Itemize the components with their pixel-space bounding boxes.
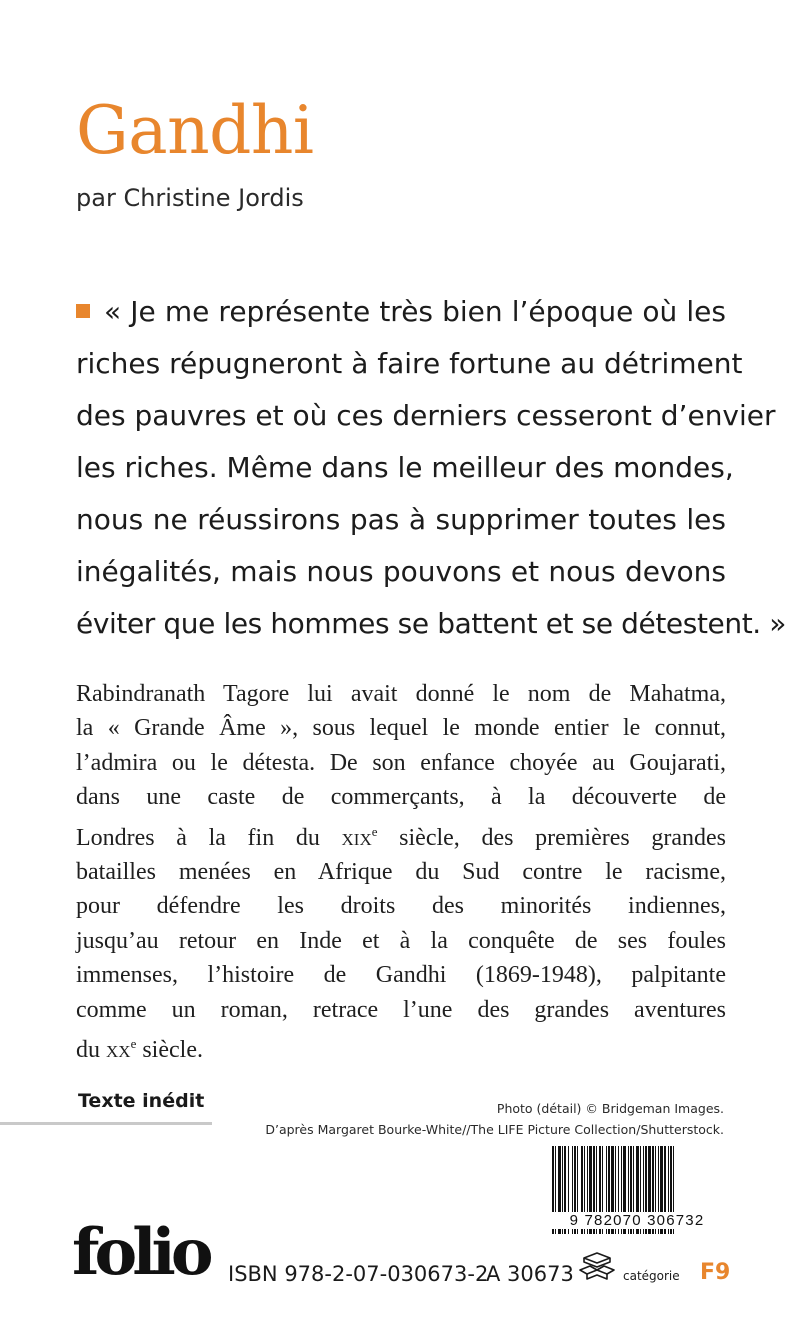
description-line: batailles menées en Afrique du Sud contre le racisme,: [76, 859, 726, 886]
description-line: du $xx^e$ siècle.: [76, 1036, 203, 1064]
description-line: jusqu’au retour en Inde et à la conquête de ses foules: [76, 927, 726, 954]
catalog-code: A 30673: [486, 1262, 574, 1286]
quote-line: « Je me représente très bien l’époque où les: [76, 286, 726, 338]
description-line: dans une caste de commerçants, à la découverte de: [76, 784, 726, 811]
description-block: [76, 677, 726, 1067]
description-line: la « Grande Âme », sous lequel le monde entier le connut,: [76, 715, 726, 742]
century-numeral: xx: [106, 1037, 131, 1064]
quote-line: des pauvres et où ces derniers cesseront d’envier: [76, 399, 776, 432]
category-code: F9: [700, 1260, 731, 1285]
description-line: Londres à la fin du xix$^e$ siècle, des premières grandes: [76, 823, 726, 851]
texte-inedit-label: Texte inédit: [78, 1090, 205, 1112]
century-numeral: xix: [341, 824, 372, 851]
description-line: pour défendre les droits des minorités indiennes,: [76, 893, 726, 920]
description-line: Rabindranath Tagore lui avait donné le nom de Mahatma,: [76, 681, 726, 707]
divider: [0, 1122, 212, 1125]
credit-line: Photo (détail) © Bridgeman Images.: [496, 1101, 724, 1116]
isbn: ISBN 978-2-07-030673-2: [228, 1262, 489, 1286]
photo-credits: [265, 1098, 724, 1140]
quote-line: les riches. Même dans le meilleur des mondes,: [76, 451, 734, 484]
superscript: e: [371, 823, 378, 839]
publisher-logo: folio: [72, 1215, 209, 1290]
quote-line: nous ne réussirons pas à supprimer toutes les: [76, 503, 726, 536]
superscript: e: [130, 1036, 137, 1052]
barcode-digits: 9 782070 306732: [548, 1212, 726, 1229]
quote-line: éviter que les hommes se battent et se détestent. »: [76, 607, 787, 640]
description-line: comme un roman, retrace l’une des grandes aventures: [76, 996, 726, 1023]
quote-line: inégalités, mais nous pouvons et nous devons: [76, 555, 726, 588]
description-line: l’admira ou le détesta. De son enfance choyée au Goujarati,: [76, 749, 726, 776]
category-label: catégorie: [623, 1269, 680, 1283]
books-icon: [576, 1244, 618, 1286]
book-title: Gandhi: [76, 92, 314, 169]
orange-square-icon: [76, 304, 90, 318]
credit-line: D’après Margaret Bourke-White//The LIFE Picture Collection/Shutterstock.: [265, 1122, 724, 1137]
quote-line: riches répugneront à faire fortune au détriment: [76, 347, 743, 380]
quote-block: [76, 286, 787, 650]
book-author: par Christine Jordis: [76, 184, 304, 212]
description-line: immenses, l’histoire de Gandhi (1869-1948), palpitante: [76, 962, 726, 989]
